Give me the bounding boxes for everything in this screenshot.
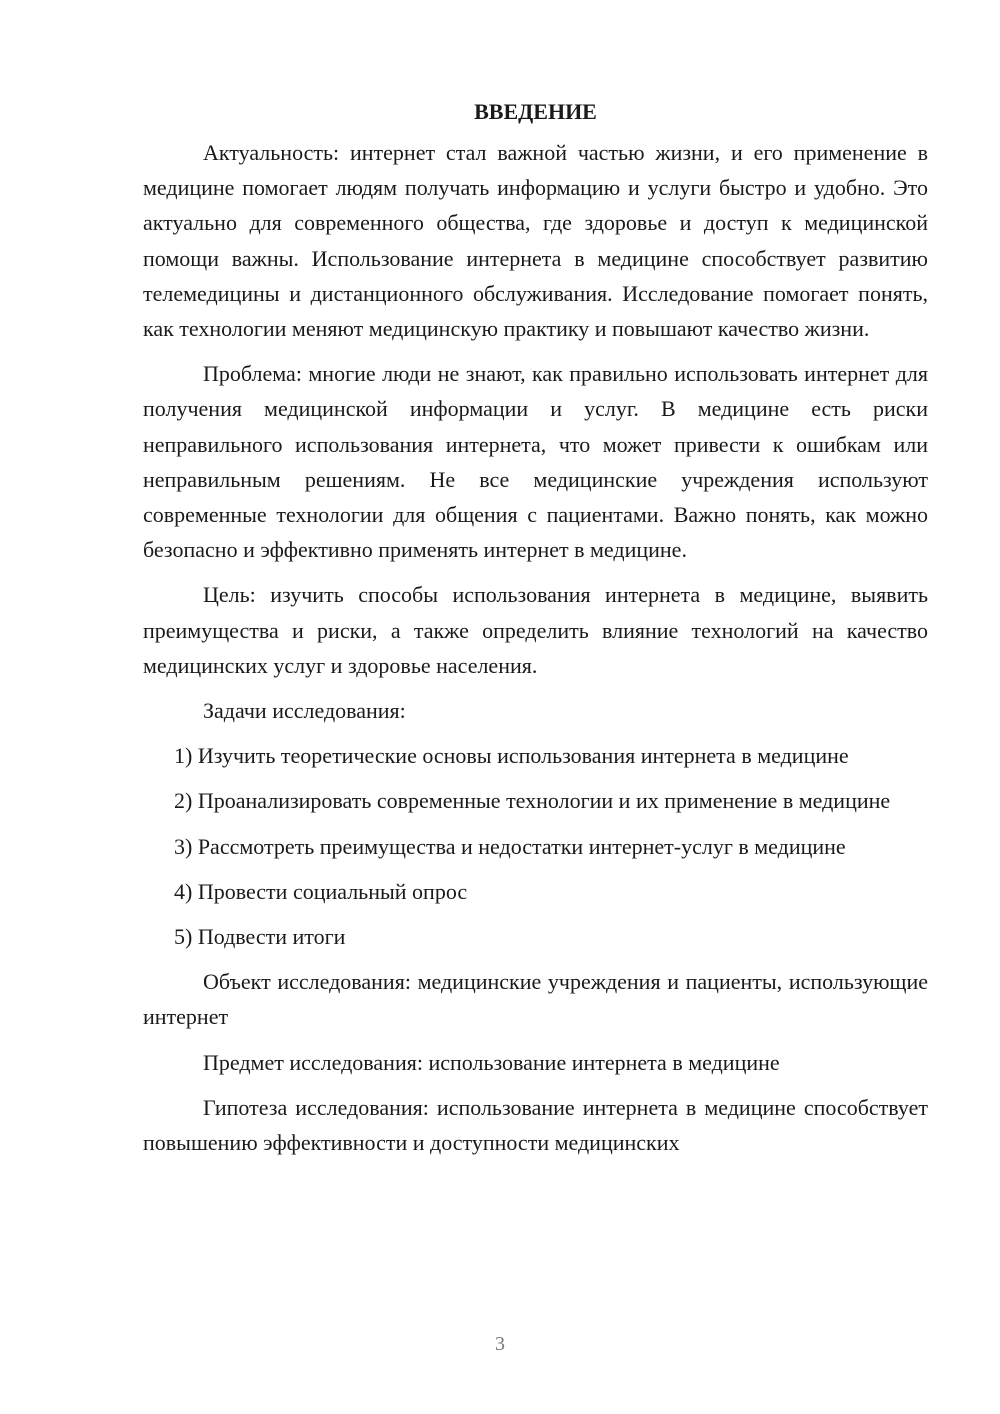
paragraph-tasks-heading: Задачи исследования: [203, 698, 406, 724]
paragraph-goal: Цель: изучить способы использования интернета в медицине, выявить преимущества и риски, а также определить влияние технологий на качество медицинских услуг и здоровье населения. [143, 582, 928, 678]
paragraph-hypothesis: Гипотеза исследования: использование интернета в медицине способствует повышению эффективности и доступности медицинских [143, 1094, 928, 1156]
paragraph-subject: Предмет исследования: использование интернета в медицине [203, 1049, 780, 1075]
task-item-2: 2) Проанализировать современные технологии и их применение в медицине [174, 788, 891, 814]
document-page [143, 94, 928, 1160]
task-item-4: 4) Провести социальный опрос [174, 878, 468, 904]
paragraph-problem: Проблема: многие люди не знают, как правильно использовать интернет для получения медицинской информации и услуг. В медицине есть риски неправильного использования интернета, что может привести к ошибкам или неправильным решениям. Не все медицинские учреждения используют современные технологии для общения с пациентами. Важно понять, как можно безопасно и эффективно применять интернет в медицине. [143, 361, 928, 563]
task-item-5: 5) Подвести итоги [174, 924, 346, 950]
task-item-3: 3) Рассмотреть преимущества и недостатки интернет-услуг в медицине [174, 833, 846, 859]
paragraph-object: Объект исследования: медицинские учреждения и пациенты, использующие интернет [143, 969, 928, 1030]
paragraph-relevance: Актуальность: интернет стал важной частью жизни, и его применение в медицине помогает людям получать информацию и услуги быстро и удобно. Это актуально для современного общества, где здоровье и доступ к медицинской помощи важны. Использование интернета в медицине способствует развитию телемедицины и дистанционного обслуживания. Исследование помогает понять, как технологии меняют медицинскую практику и повышают качество жизни. [143, 140, 928, 342]
page-number: 3 [495, 1333, 505, 1355]
section-title: ВВЕДЕНИЕ [474, 99, 597, 124]
task-item-1: 1) Изучить теоретические основы использования интернета в медицине [174, 743, 849, 769]
